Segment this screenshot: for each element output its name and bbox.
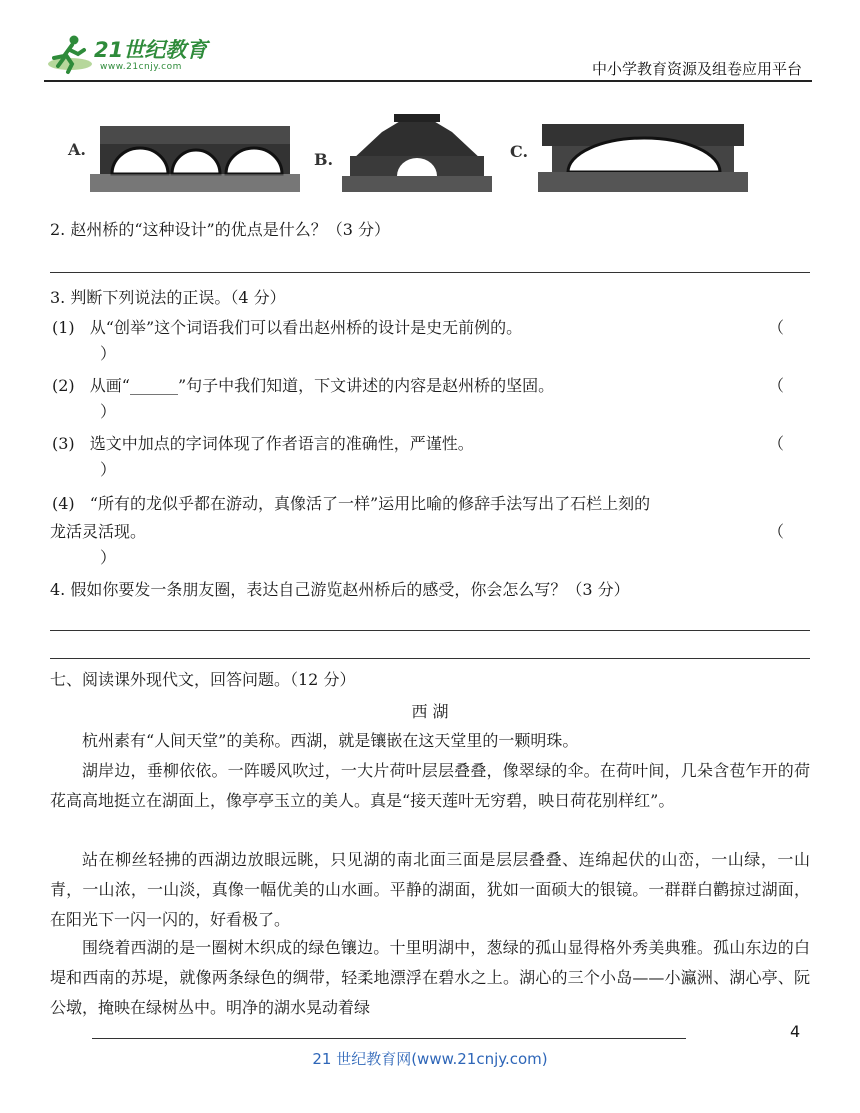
statement-label: (1) bbox=[52, 318, 75, 337]
answer-bracket-open: （ bbox=[768, 522, 785, 541]
question-3: 3. 判断下列说法的正误。（4 分） bbox=[50, 288, 286, 307]
answer-bracket-open: （ bbox=[768, 318, 785, 337]
bridge-option-a bbox=[60, 104, 300, 204]
logo-url: www.21cnjy.com bbox=[100, 62, 182, 72]
question-2: 2. 赵州桥的“这种设计”的优点是什么？（3 分） bbox=[50, 220, 390, 239]
question-4: 4. 假如你要发一条朋友圈，表达自己游览赵州桥后的感受，你会怎么写？（3 分） bbox=[50, 580, 630, 599]
bridge-option-c bbox=[508, 104, 748, 204]
statement-text: 从“创举”这个词语我们可以看出赵州桥的设计是史无前例的。 bbox=[89, 318, 523, 337]
answer-line bbox=[50, 658, 810, 659]
statement-label: (4) bbox=[52, 494, 75, 513]
footer-divider bbox=[92, 1038, 686, 1039]
answer-line bbox=[50, 630, 810, 631]
answer-bracket-close: ） bbox=[100, 548, 117, 567]
passage-paragraph: 围绕着西湖的是一圈树木织成的绿色镶边。十里明湖中，葱绿的孤山显得格外秀美典雅。孤山东边的白堤和西南的苏堤，就像两条绿色的绸带，轻柔地漂浮在碧水之上。湖心的三个小岛——小瀛洲、湖心亭、阮公墩，掩映在绿树丛中。明净的湖水晃动着绿 bbox=[50, 938, 810, 1017]
answer-bracket-open: （ bbox=[768, 434, 785, 453]
answer-line bbox=[50, 272, 810, 273]
logo-text: 21世纪教育 bbox=[94, 38, 208, 62]
statement-1 bbox=[52, 318, 522, 338]
answer-bracket-close: ） bbox=[100, 344, 117, 363]
passage-paragraph: 湖岸边，垂柳依依。一阵暖风吹过，一大片荷叶层层叠叠，像翠绿的伞。在荷叶间，几朵含苞乍开的荷花高高地挺立在湖面上，像亭亭玉立的美人。真是“接天莲叶无穷碧，映日荷花别样红”。 bbox=[50, 761, 810, 810]
header-divider bbox=[44, 80, 812, 82]
option-label: C. bbox=[510, 142, 529, 161]
covered-bridge-icon bbox=[342, 110, 492, 198]
arch-bridge-icon bbox=[538, 114, 748, 198]
statement-label: (2) bbox=[52, 376, 75, 395]
passage-title: 西 湖 bbox=[411, 702, 449, 721]
site-logo bbox=[44, 32, 214, 78]
bridge-option-b bbox=[312, 104, 492, 204]
footer-site[interactable]: 21 世纪教育网(www.21cnjy.com) bbox=[312, 1050, 548, 1068]
section-heading: 七、阅读课外现代文，回答问题。（12 分） bbox=[50, 670, 356, 689]
answer-bracket-open: （ bbox=[768, 376, 785, 395]
statement-text: 从画“______”句子中我们知道，下文讲述的内容是赵州桥的坚固。 bbox=[89, 376, 555, 395]
passage-paragraph: 杭州素有“人间天堂”的美称。西湖，就是镶嵌在这天堂里的一颗明珠。 bbox=[82, 731, 579, 750]
platform-title: 中小学教育资源及组卷应用平台 bbox=[591, 60, 802, 78]
statement-text: “所有的龙似乎都在游动，真像活了一样”运用比喻的修辞手法写出了石栏上刻的 bbox=[89, 494, 651, 513]
option-label: A. bbox=[68, 140, 86, 159]
answer-bracket-close: ） bbox=[100, 402, 117, 421]
statement-4 bbox=[52, 494, 650, 514]
statement-text: 选文中加点的字词体现了作者语言的准确性，严谨性。 bbox=[89, 434, 474, 453]
answer-bracket-close: ） bbox=[100, 460, 117, 479]
statement-3 bbox=[52, 434, 474, 454]
statement-4-continued: 龙活灵活现。 bbox=[50, 522, 147, 541]
statement-label: (3) bbox=[52, 434, 75, 453]
statement-2 bbox=[52, 376, 554, 396]
page-number: 4 bbox=[790, 1022, 801, 1041]
three-arch-bridge-icon bbox=[90, 112, 300, 200]
option-label: B. bbox=[314, 150, 334, 169]
passage-paragraph: 站在柳丝轻拂的西湖边放眼远眺，只见湖的南北面三面是层层叠叠、连绵起伏的山峦，一山绿，一山青，一山浓，一山淡，真像一幅优美的山水画。平静的湖面，犹如一面硕大的银镜。一群群白鹳掠过湖面，在阳光下一闪一闪的，好看极了。 bbox=[50, 850, 810, 929]
